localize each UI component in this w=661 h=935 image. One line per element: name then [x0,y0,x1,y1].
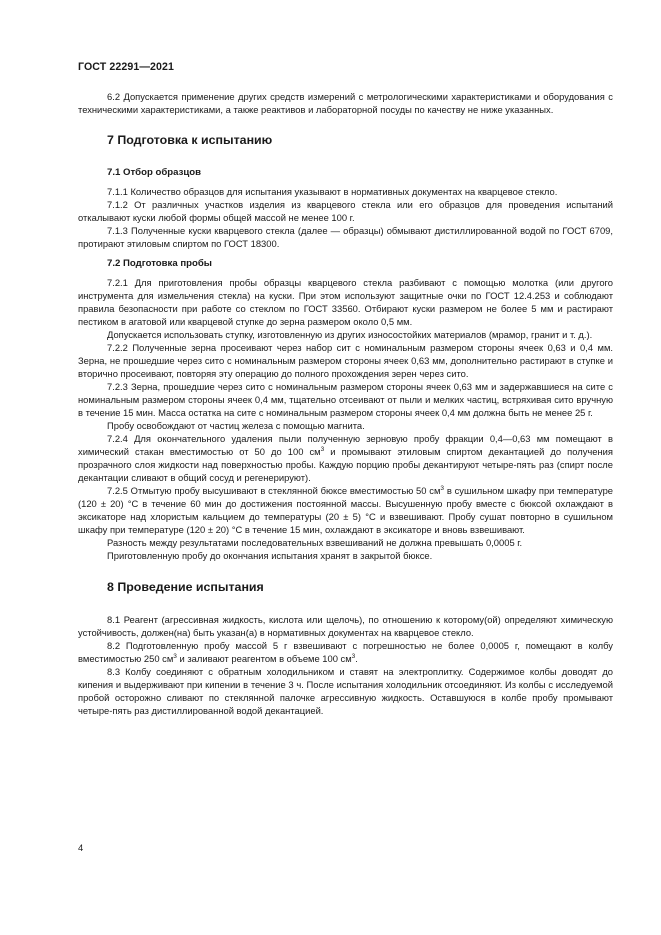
subsection-7-1-heading: 7.1 Отбор образцов [107,167,201,178]
paragraph-7-2-5-storage: Приготовленную пробу до окончания испытания хранят в закрытой бюксе. [107,550,433,561]
paragraph-7-2-5-note: Разность между результатами последовательных взвешиваний не должна превышать 0,0005 г. [107,537,523,548]
section-8-heading: 8 Проведение испытания [107,580,264,594]
running-header-doc-id: ГОСТ 22291—2021 [78,61,175,73]
paragraph-7-2-3-note: Пробу освобождают от частиц железа с помощью магнита. [107,420,365,431]
paragraph-7-2-1-note: Допускается использовать ступку, изготовленную из других износостойких материалов (мрамор, гранит и т. д.). [107,329,593,340]
paragraph-7-1-2: 7.1.2 От различных участков изделия из кварцевого стекла или его образцов для проведения испытаний откалывают куски любой формы общей массой не менее 100 г. [78,199,613,223]
paragraph-7-2-2: 7.2.2 Полученные зерна просеивают через набор сит с номинальным размером стороны ячеек 0,63 и 0,4 мм. Зерна, не прошедшие через сито с номинальным размером стороны ячеек 0,63 мм, дополнительно растирают в ступке и вторично просеивают, повторяя эту операцию до полного прохождения зерен через сито. [78,342,613,379]
superscript: 3 [440,485,445,492]
text-run: 7.2.4 Для окончательного удаления пыли полученную зерновую пробу фракции 0,4—0,63 мм помещают в химический стакан вместимостью от 50 до 100 см [78,433,613,457]
superscript: 3 [351,653,356,660]
paragraph-6-2: 6.2 Допускается применение других средств измерений с метрологическими характеристиками и оборудования с техническими характеристиками, а также реактивов и лабораторной посуды по качеству не ниже указанных. [78,91,613,115]
paragraph-8-3: 8.3 Колбу соединяют с обратным холодильником и ставят на электроплитку. Содержимое колбы доводят до кипения и выдерживают при кипении в течение 3 ч. После испытания холодильник отсоединяют. Из колбы с исследуемой пробой осторожно сливают по стеклянной палочке агрессивную жидкость. Оставшуюся в колбе пробу промывают четыре-пять раз дистиллированной водой декантацией. [78,666,613,716]
text-run: 7.2.5 Отмытую пробу высушивают в стеклянной бюксе вместимостью 50 см [107,485,441,496]
subsection-7-2-heading: 7.2 Подготовка пробы [107,258,212,269]
paragraph-7-1-3: 7.1.3 Полученные куски кварцевого стекла (далее — образцы) обмывают дистиллированной водой по ГОСТ 6709, протирают этиловым спиртом по ГОСТ 18300. [78,225,613,249]
paragraph-8-1: 8.1 Реагент (агрессивная жидкость, кислота или щелочь), по отношению к которому(ой) определяют химическую устойчивость, должен(на) быть указан(а) в нормативных документах на кварцевое стекло. [78,614,613,638]
page-number: 4 [78,842,84,853]
text-run: и промывают этиловым спиртом декантацией до получения прозрачного слоя жидкости над поверхностью пробы. Каждую порцию пробы декантируют четыре-пять раз (спирт после декантации сливают в общий сосуд и регенерируют). [78,446,613,483]
text-run: и заливают реагентом в объеме 100 см [176,653,352,664]
document-body [78,90,613,717]
paragraph-8-2 [78,639,613,665]
superscript: 3 [173,653,177,660]
text-run: в сушильном шкафу при температуре (120 ± 20) °С в течение 60 мин до достижения постоянной массы. Высушенную пробу вместе с бюксой охлаждают в эксикаторе над хлористым кальцием до температуры (20 ± 5) °С и взвешивают. Пробу сушат повторно в сушильном шкафу при температуре (120 ± 20) °С в течение 15 мин, охлаждают в эксикаторе и вновь взвешивают. [78,485,613,535]
paragraph-7-1-1: 7.1.1 Количество образцов для испытания указывают в нормативных документах на кварцевое стекло. [107,186,558,197]
text-run: . [355,653,358,664]
paragraph-7-2-4 [78,432,613,484]
paragraph-7-2-5 [78,484,613,536]
paragraph-7-2-1: 7.2.1 Для приготовления пробы образцы кварцевого стекла разбивают с помощью молотка (или другого инструмента для измельчения стекла) на куски. При этом используют защитные очки по ГОСТ 12.4.253 и соблюдают правила безопасности при работе со стеклом по ГОСТ 33560. Отбирают куски размером не более 5 мм и растирают пестиком в агатовой или кварцевой ступке до зерна размером около 0,5 мм. [78,277,613,327]
paragraph-7-2-3: 7.2.3 Зерна, прошедшие через сито с номинальным размером стороны ячеек 0,63 мм и задержавшиеся на сите с номинальным размером стороны ячеек 0,4 мм, тщательно отсеивают от пыли и мелких частиц, встряхивая сито вручную в течение 15 мин. Масса остатка на сите с номинальным размером стороны ячеек 0,4 мм должна быть не менее 25 г. [78,381,613,418]
text-run: 8.2 Подготовленную пробу массой 5 г взвешивают с погрешностью не более 0,0005 г, помещают в колбу вместимостью 250 см [78,640,613,664]
section-7-heading: 7 Подготовка к испытанию [107,133,273,147]
superscript: 3 [320,446,325,453]
